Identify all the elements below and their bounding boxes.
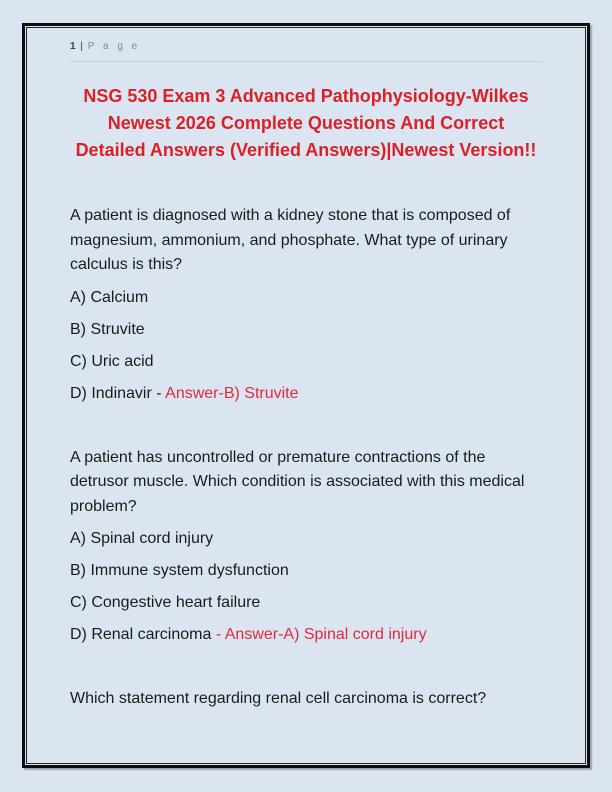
question-option-prefix: D) Indinavir -	[70, 384, 166, 402]
answer-text: - Answer-A) Spinal cord injury	[215, 626, 427, 643]
page-header-label: P a g e	[87, 41, 141, 52]
question-option-with-answer	[70, 382, 542, 406]
question-option: C) Uric acid	[70, 352, 154, 370]
document-page-inner	[26, 27, 586, 764]
question-block-3	[70, 687, 542, 712]
question-block-2	[70, 446, 542, 648]
question-option: A) Spinal cord injury	[70, 530, 214, 547]
question-option-with-answer	[70, 623, 542, 647]
document-title-line-3: Detailed Answers (Verified Answers)|Newest Version!!	[75, 140, 537, 160]
question-block-1	[70, 204, 542, 406]
page-header-divider: |	[80, 41, 85, 52]
page-header	[70, 40, 542, 62]
document-title-line-2: Newest 2026 Complete Questions And Correct	[107, 113, 505, 133]
document-title	[70, 83, 542, 164]
page-number: 1	[70, 41, 78, 52]
document-page	[22, 23, 590, 768]
question-option: B) Immune system dysfunction	[70, 562, 289, 579]
question-text: Which statement regarding renal cell carcinoma is correct?	[70, 690, 487, 707]
question-option-prefix: D) Renal carcinoma	[70, 626, 216, 643]
document-title-line-1: NSG 530 Exam 3 Advanced Pathophysiology-Wilkes	[83, 86, 529, 106]
question-option: B) Struvite	[70, 320, 145, 338]
answer-text: Answer-B) Struvite	[165, 384, 299, 402]
question-text: A patient has uncontrolled or premature contractions of the detrusor muscle. Which condition is associated with this medical problem?	[70, 448, 525, 515]
question-option: C) Congestive heart failure	[70, 594, 261, 611]
question-text: A patient is diagnosed with a kidney stone that is composed of magnesium, ammonium, and phosphate. What type of urinary calculus is this?	[70, 207, 511, 273]
question-option: A) Calcium	[70, 288, 149, 306]
